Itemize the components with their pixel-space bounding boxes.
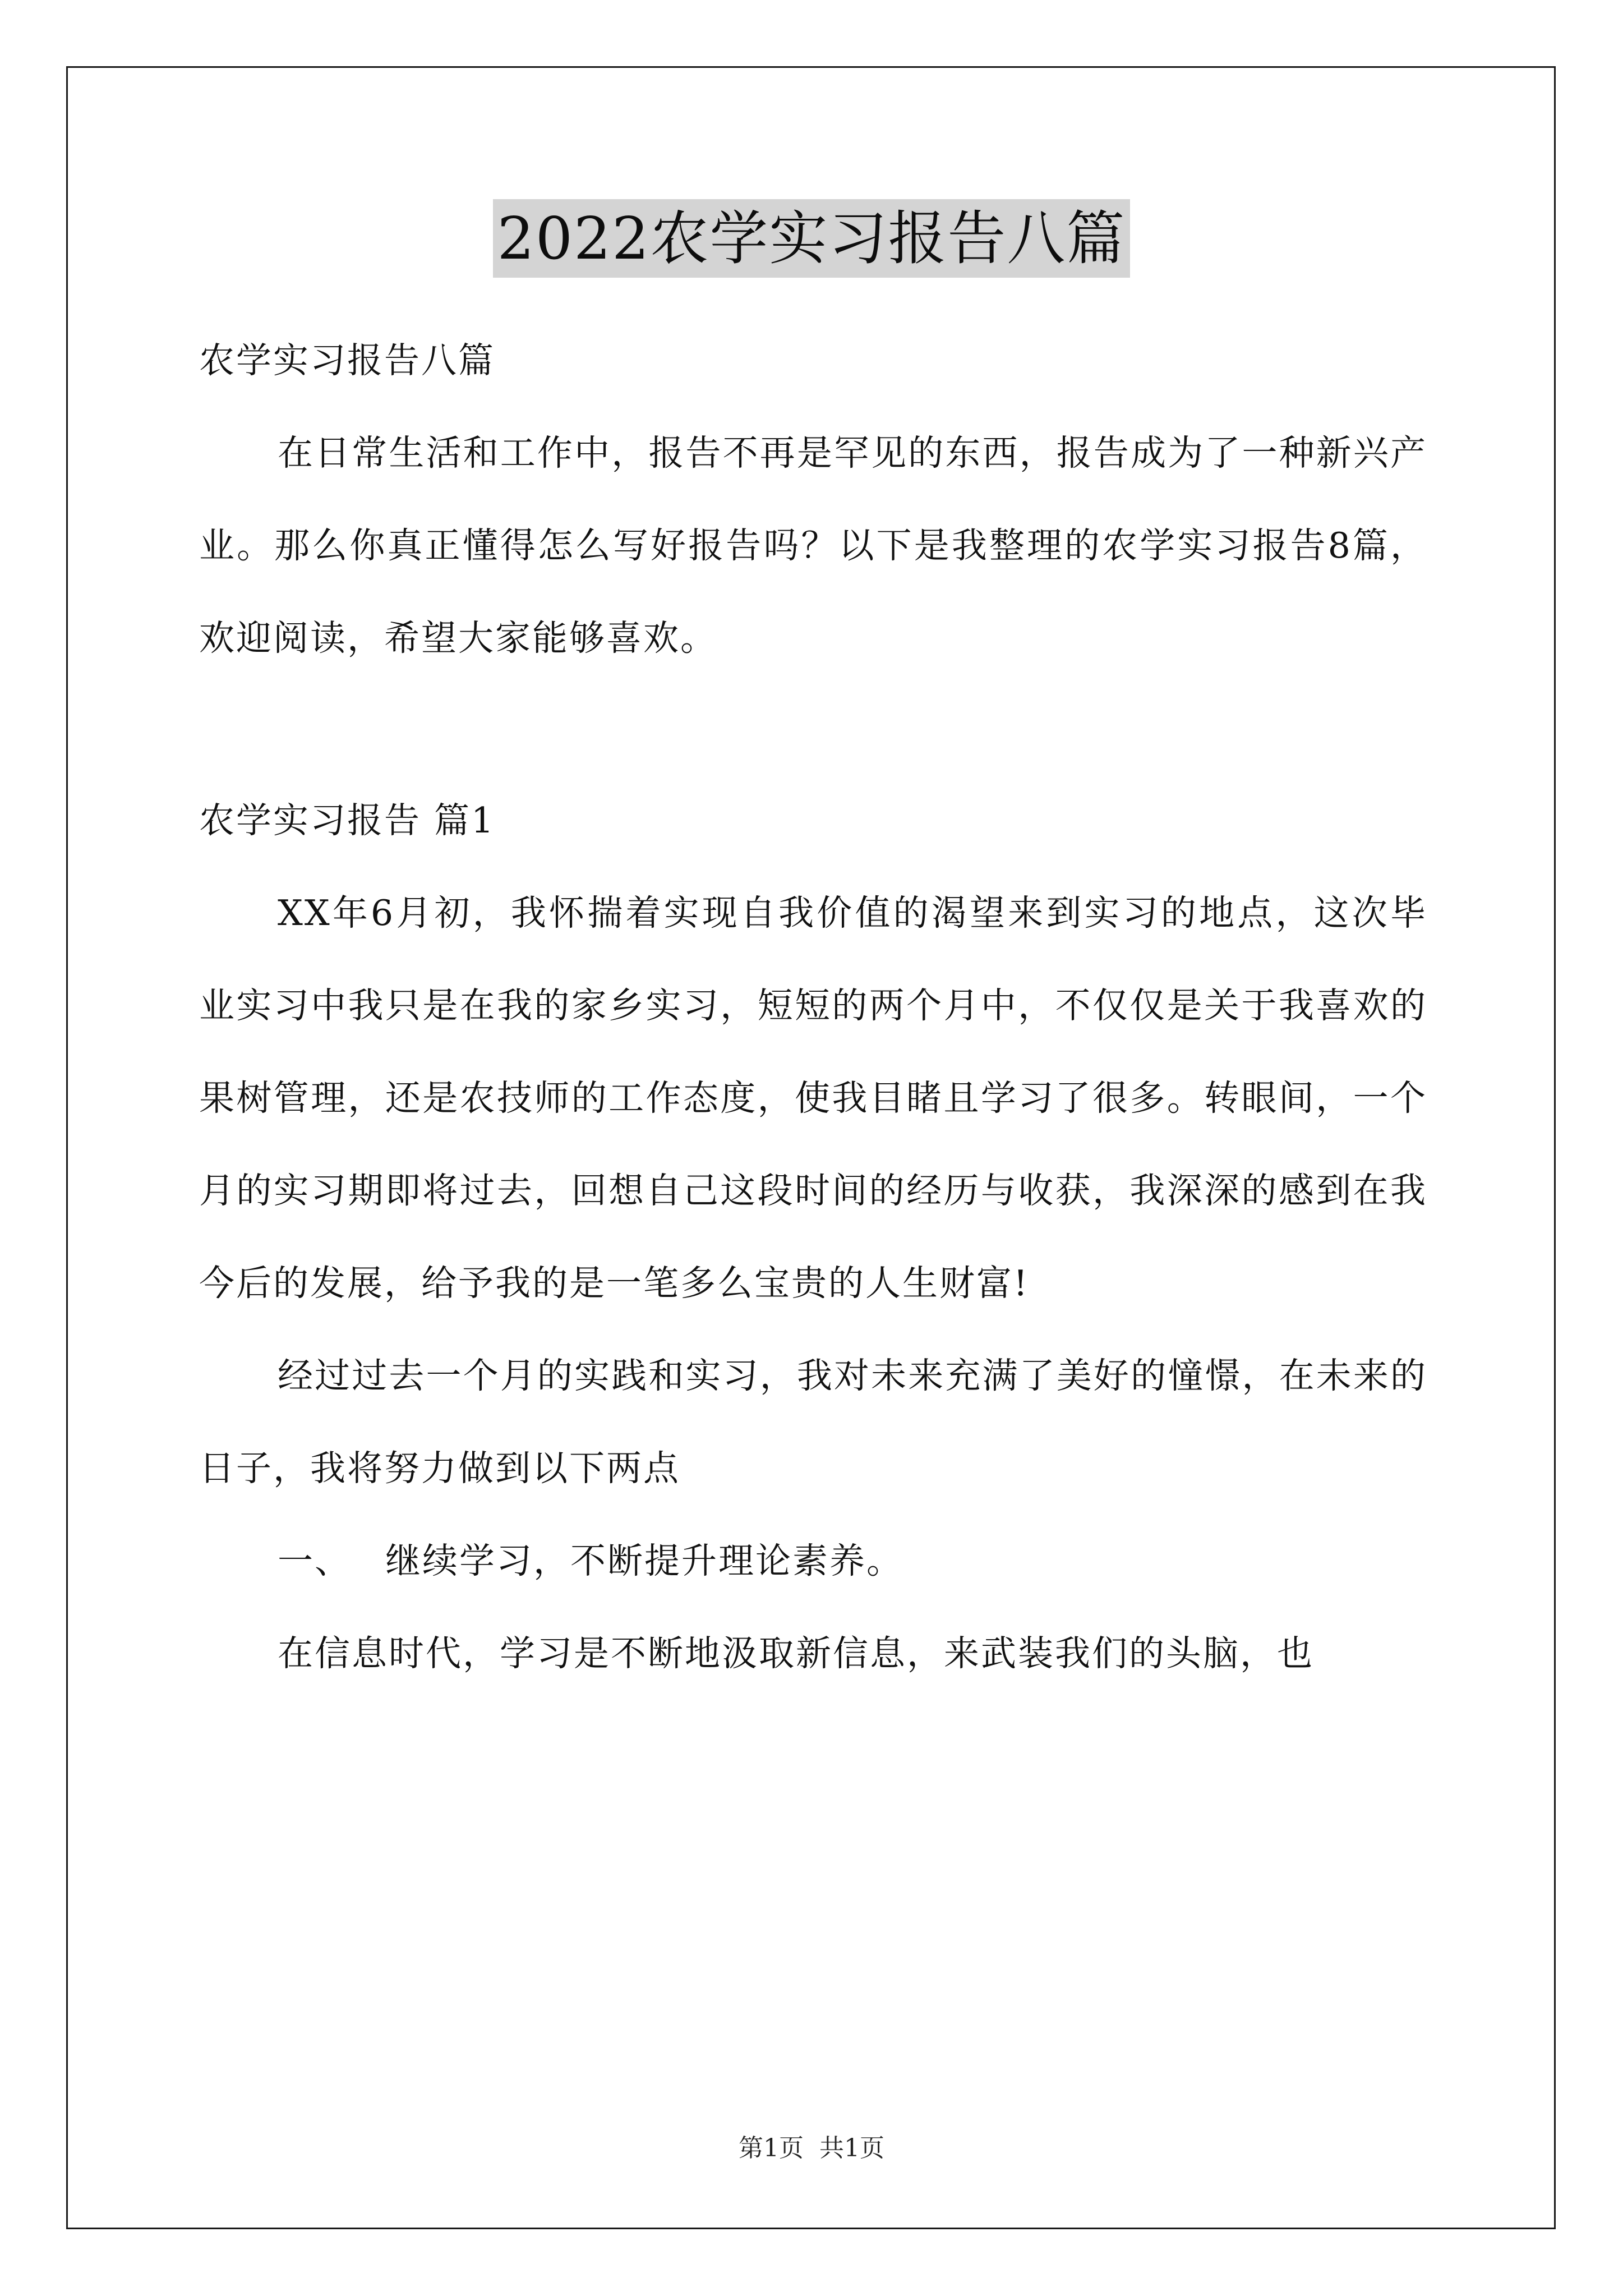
- page-number-total: 共1页: [819, 2134, 884, 2162]
- page-number-current: 第1页: [739, 2134, 804, 2162]
- body-paragraph-3: 在信息时代，学习是不断地汲取新信息，来武装我们的头脑，也: [278, 1633, 1314, 1674]
- section-heading: 农学实习报告 篇1: [199, 800, 496, 841]
- body-paragraph-2: 经过过去一个月的实践和实习，我对未来充满了美好的憧憬，在未来的日子，我将努力做到以下两点: [199, 1355, 1427, 1489]
- list-marker: 一、: [278, 1540, 352, 1581]
- body-paragraph-1: XX年6月初，我怀揣着实现自我价值的渴望来到实习的地点，这次毕业实习中我只是在我的家乡实习，短短的两个月中，不仅仅是关于我喜欢的果树管理，还是农技师的工作态度，使我目睹且学习了很多。转眼间，一个月的实习期即将过去，回想自己这段时间的经历与收获，我深深的感到在我今后的发展，给予我的是一笔多么宝贵的人生财富!: [199, 892, 1427, 1304]
- list-item: [199, 1515, 1427, 1607]
- page-footer: [0, 2132, 1623, 2165]
- list-item-text: 继续学习，不断提升理论素养。: [385, 1540, 903, 1581]
- document-title: 2022农学实习报告八篇: [493, 199, 1131, 278]
- title-container: [0, 199, 1623, 278]
- document-subtitle: 农学实习报告八篇: [199, 340, 495, 381]
- intro-paragraph: 在日常生活和工作中，报告不再是罕见的东西，报告成为了一种新兴产业。那么你真正懂得怎么写好报告吗？以下是我整理的农学实习报告8篇，欢迎阅读，希望大家能够喜欢。: [199, 432, 1427, 659]
- section-gap: [199, 684, 1427, 774]
- document-body: [199, 314, 1427, 1700]
